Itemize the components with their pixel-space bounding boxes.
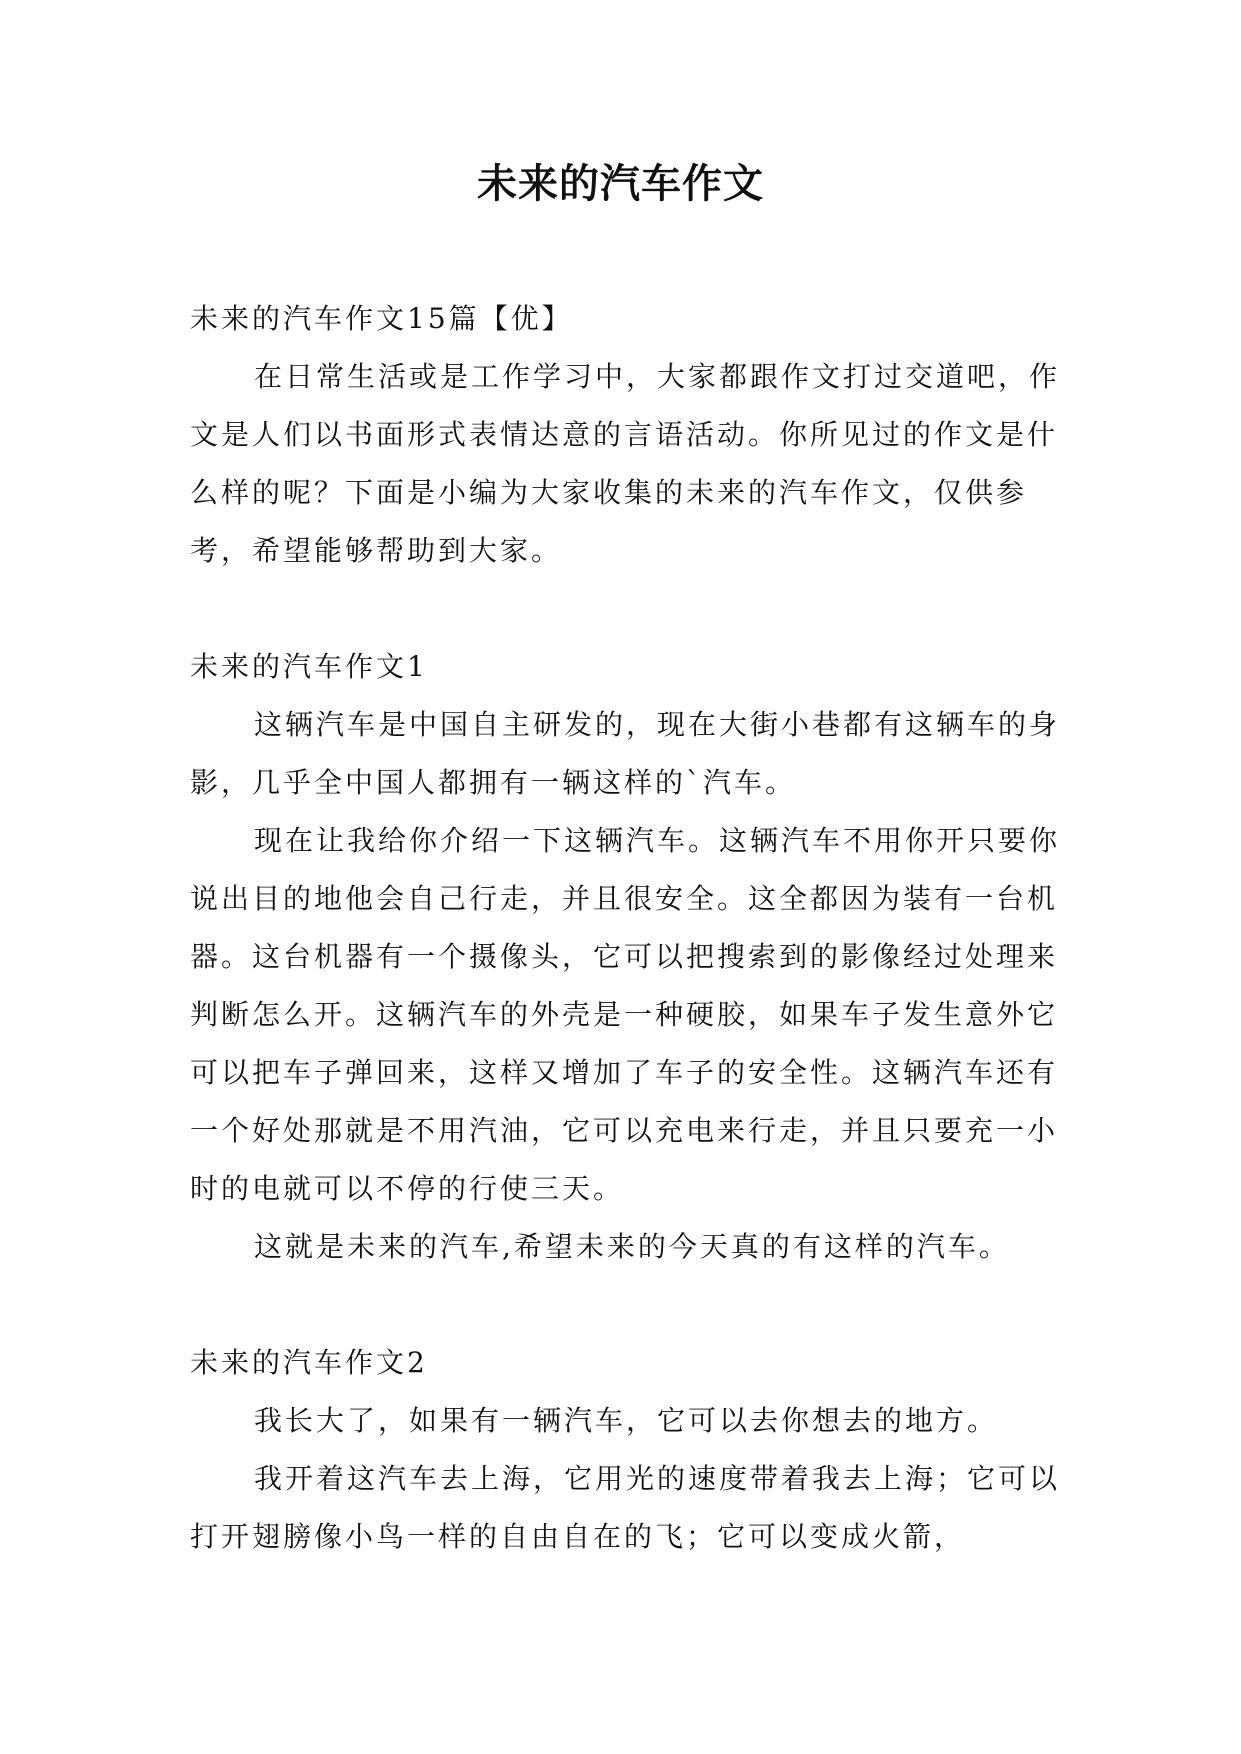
essay-paragraph: 现在让我给你介绍一下这辆汽车。这辆汽车不用你开只要你说出目的地他会自己行走，并且很安全。这全都因为装有一台机器。这台机器有一个摄像头，它可以把搜索到的影像经过处理来判断怎么开。这辆汽车的外壳是一种硬胶，如果车子发生意外它可以把车子弹回来，这样又增加了车子的安全性。这辆汽车还有一个好处那就是不用汽油，它可以充电来行走，并且只要充一小时的电就可以不停的行使三天。 — [190, 824, 1061, 1205]
essay-paragraph: 我长大了，如果有一辆汽车，它可以去你想去的地方。 — [254, 1404, 999, 1437]
document-subtitle: 未来的汽车作文15篇【优】 — [190, 302, 573, 335]
document-title: 未来的汽车作文 — [477, 161, 764, 207]
essay-heading: 未来的汽车作文1 — [190, 650, 428, 683]
essay-heading: 未来的汽车作文2 — [190, 1346, 428, 1379]
essay-paragraph: 这就是未来的汽车,希望未来的今天真的有这样的汽车。 — [254, 1230, 1010, 1263]
intro-paragraph: 在日常生活或是工作学习中，大家都跟作文打过交道吧，作文是人们以书面形式表情达意的言语活动。你所见过的作文是什么样的呢？下面是小编为大家收集的未来的汽车作文，仅供参考，希望能够帮助到大家。 — [190, 360, 1061, 567]
section-spacer — [190, 1276, 1060, 1334]
essay-paragraph: 这辆汽车是中国自主研发的，现在大街小巷都有这辆车的身影，几乎全中国人都拥有一辆这样的`汽车。 — [190, 708, 1061, 799]
section-spacer — [190, 580, 1060, 638]
essay-paragraph: 我开着这汽车去上海，它用光的速度带着我去上海；它可以打开翅膀像小鸟一样的自由自在的飞；它可以变成火箭， — [190, 1462, 1061, 1553]
document-body — [190, 290, 1060, 1566]
